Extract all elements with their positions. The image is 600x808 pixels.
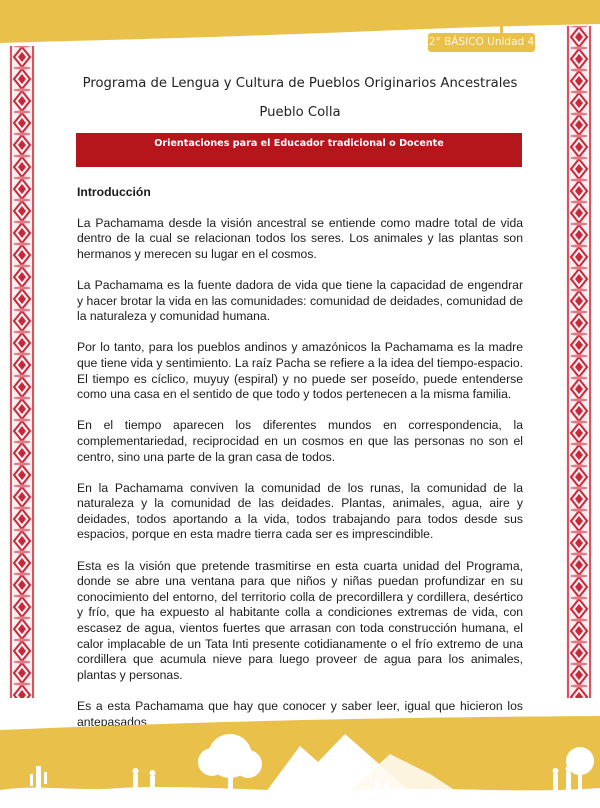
paragraph: Esta es la visión que pretende trasmitirse en esta cuarta unidad del Programa, donde se abre una ventana para que niños y niñas puedan profundizar en su conocimiento del entorno, del territorio colla de precordillera y cordillera, desértico y frío, que ha expuesto al habitante colla a condiciones extremas de vida, con escasez de agua, vientos fuertes que arrasan con toda construcción humana, el calor implacable de un Tata Inti presente cotidianamente o el frío extremo de una cordillera que acumula nieve para luego proveer de agua para los animales, plantas y personas. — [77, 558, 523, 682]
section-bar-label: Orientaciones para el Educador tradicional o Docente — [154, 138, 444, 149]
people-title: Pueblo Colla — [259, 105, 341, 120]
paragraph: En el tiempo aparecen los diferentes mundos en correspondencia, la complementariedad, reciprocidad en un cosmos en que las personas no son el centro, sino una parte de la gran casa de todos. — [77, 418, 523, 464]
textile-border-left — [9, 46, 35, 698]
grade-unit-badge: 2° BÁSICO Unidad 4 — [428, 33, 535, 52]
program-title: Programa de Lengua y Cultura de Pueblos Originarios Ancestrales — [82, 76, 518, 91]
section-bar — [76, 133, 522, 167]
section-heading: Introducción — [77, 185, 151, 199]
paragraph: La Pachamama es la fuente dadora de vida que tiene la capacidad de engendrar y hacer brotar la vida en las comunidades: comunidad de deidades, comunidad de la naturaleza y comunidad humana. — [77, 277, 523, 324]
textile-border-right — [566, 26, 592, 698]
paragraph: La Pachamama desde la visión ancestral se entiende como madre total de vida dentro de la cual se relacionan todos los seres. Los animales y las plantas son hermanos y merecen su lugar en el cosmos. — [77, 215, 523, 261]
paragraph: Por lo tanto, para los pueblos andinos y amazónicos la Pachamama es la madre que tiene vida y sentimiento. La raíz Pacha se refiere a la idea del tiempo-espacio. El tiempo es cíclico, muyuy (espiral) y no puede ser poseído, puede entenderse como una casa en el sentido de que todo y todos pertenecen a la misma familia. — [77, 340, 523, 402]
paragraph: Es a esta Pachamama que hay que conocer y saber leer, igual que hicieron los antepasados. — [77, 699, 523, 729]
footer-landscape-illustration — [0, 716, 600, 800]
paragraph: En la Pachamama conviven la comunidad de los runas, la comunidad de la naturaleza y la comunidad de las deidades. Plantas, animales, agua, aire y deidades, todos aportando a la vida, todos trabajando para todos desde sus espacios, porque en esta madre tierra cada ser es imprescindible. — [77, 480, 523, 542]
document-body — [77, 185, 523, 808]
